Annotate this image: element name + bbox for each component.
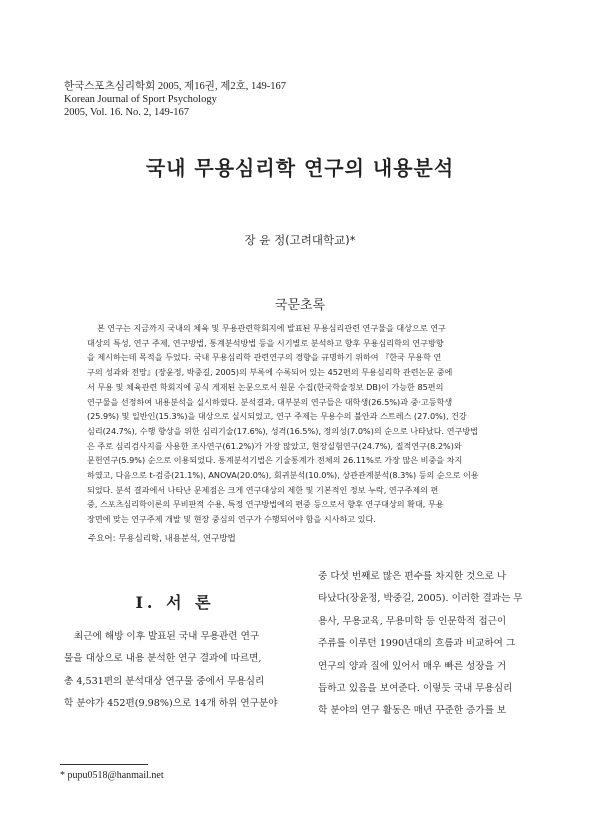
abstract-line: 대상의 특성, 연구 주제, 연구방법, 통계분석방법 등을 시기별로 분석하고 향후 무용심리학의 연구방향 xyxy=(87,337,444,348)
body-line: 총 4,531편의 분석대상 연구물 중에서 무용심리 xyxy=(64,675,265,687)
abstract-line: 심리(24.7%), 수행 향상을 위한 심리기술(17.6%), 성격(16.5%), 정의성(7.0%)의 순으로 나타났다. 연구방법 xyxy=(87,425,478,436)
body-line: 학 분야의 연구 활동은 매년 꾸준한 증가를 보 xyxy=(318,705,507,717)
abstract-line: 하였고, 다음으로 t-검증(21.1%), ANOVA(20.0%), 회귀분석(10.0%), 상관관계분석(8.3%) 등의 순으로 이용 xyxy=(87,470,479,481)
body-line: 타났다(장윤정, 박중길, 2005). 이러한 결과는 무 xyxy=(318,593,523,605)
keywords: 주요어: 무용심리학, 내용분석, 연구방법 xyxy=(88,534,236,544)
abstract-heading: 국문초록 xyxy=(274,298,326,313)
abstract-line: (25.9%) 및 일반인(15.3%)을 대상으로 실시되었고, 연구 주제는 무용수의 불안과 스트레스 (27.0%), 건강 xyxy=(87,411,467,422)
body-column-left xyxy=(64,626,312,716)
abstract-line: 본 연구는 지금까지 국내의 체육 및 무용관련학회지에 발표된 무용심리관련 연구물을 대상으로 연구 xyxy=(97,323,446,333)
abstract-line: 연구물을 선정하여 내용분석을 실시하였다. 분석결과, 대부분의 연구들은 대학생(26.5%)과 중·고등학생 xyxy=(87,396,453,407)
abstract-body xyxy=(87,321,515,527)
footnote-divider xyxy=(60,764,148,765)
body-line: 중 다섯 번째로 많은 편수를 차지한 것으로 나 xyxy=(318,571,507,582)
body-line: 용사, 무용교육, 무용미학 등 인문학적 접근이 xyxy=(318,615,507,627)
journal-header-korean: 한국스포츠심리학회 2005, 제16권, 제2호, 149-167 xyxy=(64,81,286,92)
journal-header xyxy=(64,80,286,119)
body-line: 주류를 이루던 1990년대의 흐름과 비교하여 그 xyxy=(318,638,516,650)
abstract-line: 문헌연구(5.9%) 순으로 이용되었다. 통계분석기법은 기술통계가 전체의 26.11%로 가장 많은 비중을 차지 xyxy=(87,455,463,466)
abstract-line: 서 무용 및 체육관련 학회지에 공식 게재된 논문으로서 원문 수집(한국학술정보 DB)이 가능한 85편의 xyxy=(87,381,444,392)
abstract-line: 중, 스포츠심리학이론의 무비판적 수용, 특정 연구방법에의 편중 등으로서 향후 연구대상의 확대, 무용 xyxy=(87,499,444,510)
body-column-right xyxy=(318,566,560,723)
abstract-line: 장면에 맞는 연구주제 개발 및 현장 중심의 연구가 수행되어야 함을 시사하고 있다. xyxy=(87,514,376,525)
paper-title: 국내 무용심리학 연구의 내용분석 xyxy=(145,156,455,180)
body-line: 학 분야가 452편(9.98%)으로 14개 하위 연구분야 xyxy=(64,698,278,710)
abstract-line: 은 주로 심리검사지를 사용한 조사연구(61.2%)가 가장 많았고, 현장실험연구(24.7%), 질적연구(8.2%)와 xyxy=(87,440,462,451)
abstract-line: 을 제시하는데 목적을 두었다. 국내 무용심리학 관련연구의 경향을 규명하기 위하여 『한국 무용학 연 xyxy=(87,352,442,363)
abstract-line: 구의 성과와 전망』(장윤정, 박중길, 2005)의 부록에 수록되어 있는 452편의 무용심리학 관련논문 중에 xyxy=(87,367,453,378)
abstract-line: 되었다. 분석 결과에서 나타난 문제점은 크게 연구대상의 제한 및 기본적인 정보 누락, 연구주제의 편 xyxy=(87,484,439,495)
author-line: 장 윤 정(고려대학교)* xyxy=(244,233,356,247)
section-heading: I. 서 론 xyxy=(135,593,215,612)
journal-header-volume: 2005, Vol. 16. No. 2, 149-167 xyxy=(64,107,190,118)
author-email-footnote: * pupu0518@hanmail.net xyxy=(60,770,164,781)
body-line: 연구의 양과 질에 있어서 매우 빠른 성장을 거 xyxy=(318,660,507,672)
body-line: 물을 대상으로 내용 분석한 연구 결과에 따르면, xyxy=(64,653,262,665)
body-line: 듭하고 있음을 보여준다. 이렇듯 국내 무용심리 xyxy=(318,683,513,695)
body-line: 최근에 해방 이후 발표된 국내 무용관련 연구 xyxy=(74,631,260,642)
journal-header-english: Korean Journal of Sport Psychology xyxy=(64,94,217,105)
